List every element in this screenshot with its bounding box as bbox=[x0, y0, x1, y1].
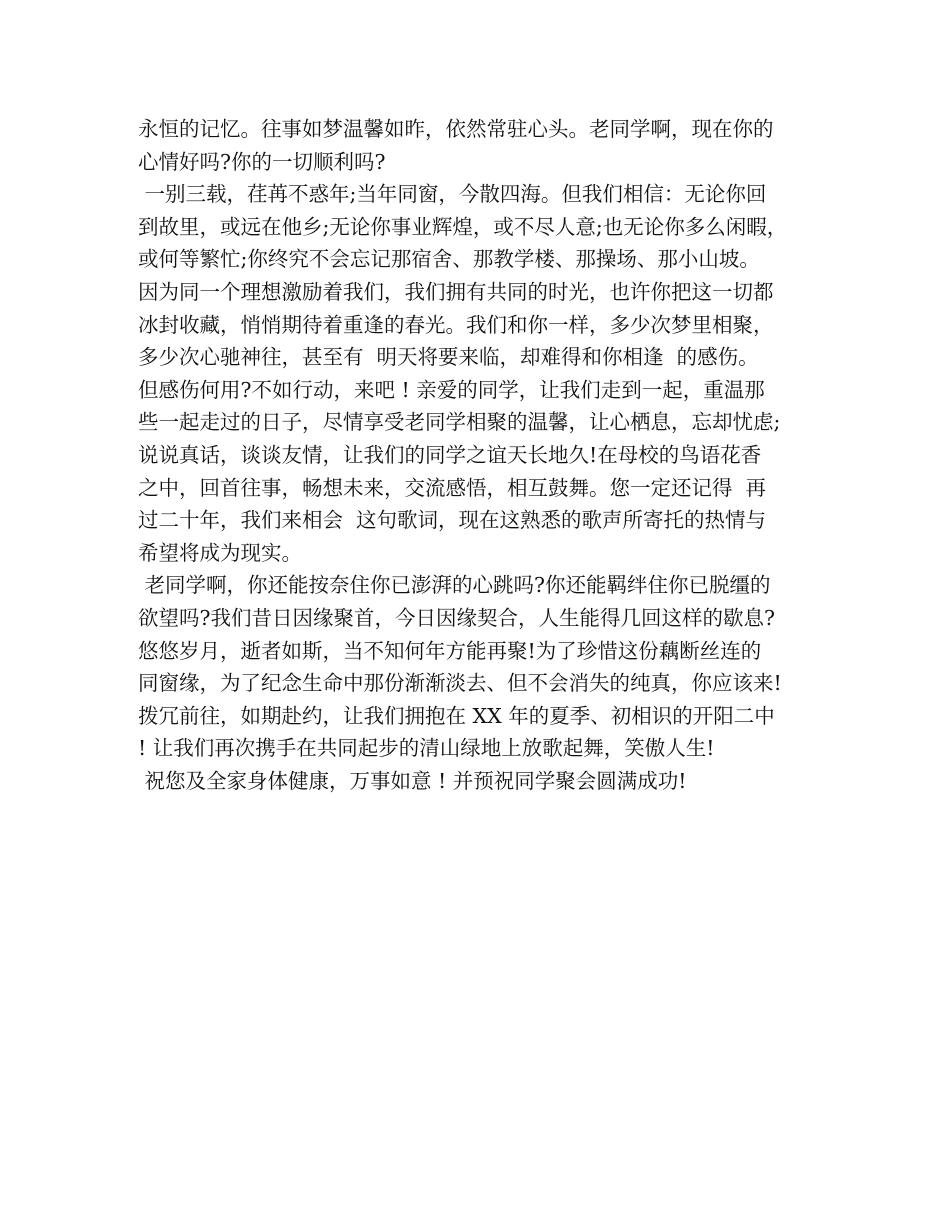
text-line: 多少次心驰神往，甚至有 明天将要来临，却难得和你相逢 的感伤。 bbox=[138, 345, 759, 370]
text-line: 到故里，或远在他乡;无论你事业辉煌，或不尽人意;也无论你多么闲暇， bbox=[138, 214, 788, 239]
text-line: 祝您及全家身体健康，万事如意 ! 并预祝同学聚会圆满成功! bbox=[138, 768, 687, 793]
text-line: 心情好吗?你的一切顺利吗? bbox=[138, 149, 386, 174]
text-line: 欲望吗?我们昔日因缘聚首，今日因缘契合，人生能得几回这样的歇息? bbox=[138, 605, 775, 630]
text-line: 因为同一个理想激励着我们，我们拥有共同的时光，也许你把这一切都 bbox=[138, 279, 774, 304]
text-line: 一别三载，荏苒不惑年;当年同窗，今散四海。但我们相信：无论你回 bbox=[138, 182, 767, 207]
text-line: 同窗缘，为了纪念生命中那份渐渐淡去、但不会消失的纯真，你应该来! bbox=[138, 671, 782, 696]
text-line: 永恒的记忆。往事如梦温馨如昨，依然常驻心头。老同学啊，现在你的 bbox=[138, 117, 774, 141]
text-line: 老同学啊，你还能按奈住你已澎湃的心跳吗?你还能羁绊住你已脱缰的 bbox=[138, 573, 771, 598]
text-line: 拨冗前往，如期赴约，让我们拥抱在 XX 年的夏季、初相识的开阳二中 bbox=[138, 703, 775, 728]
text-line: 或何等繁忙;你终究不会忘记那宿舍、那教学楼、那操场、那小山坡。 bbox=[138, 247, 760, 272]
text-line: 悠悠岁月，逝者如斯，当不知何年方能再聚!为了珍惜这份藕断丝连的 bbox=[138, 638, 762, 663]
text-line: 但感伤何用?不如行动，来吧 ! 亲爱的同学，让我们走到一起，重温那 bbox=[138, 377, 765, 402]
text-line: ! 让我们再次携手在共同起步的清山绿地上放歌起舞，笑傲人生! bbox=[138, 736, 715, 761]
text-line: 之中，回首往事，畅想未来，交流感悟，相互鼓舞。您一定还记得 再 bbox=[138, 475, 767, 500]
text-line: 过二十年，我们来相会 这句歌词，现在这熟悉的歌声所寄托的热情与 bbox=[138, 508, 767, 533]
text-line: 希望将成为现实。 bbox=[138, 540, 302, 565]
text-line: 说说真话，谈谈友情，让我们的同学之谊天长地久!在母校的鸟语花香 bbox=[138, 442, 762, 467]
text-line: 些一起走过的日子，尽情享受老同学相聚的温馨，让心栖息，忘却忧虑; bbox=[138, 410, 781, 435]
text-line: 冰封收藏，悄悄期待着重逢的春光。我们和你一样，多少次梦里相聚， bbox=[138, 312, 774, 337]
document-body bbox=[138, 113, 828, 797]
